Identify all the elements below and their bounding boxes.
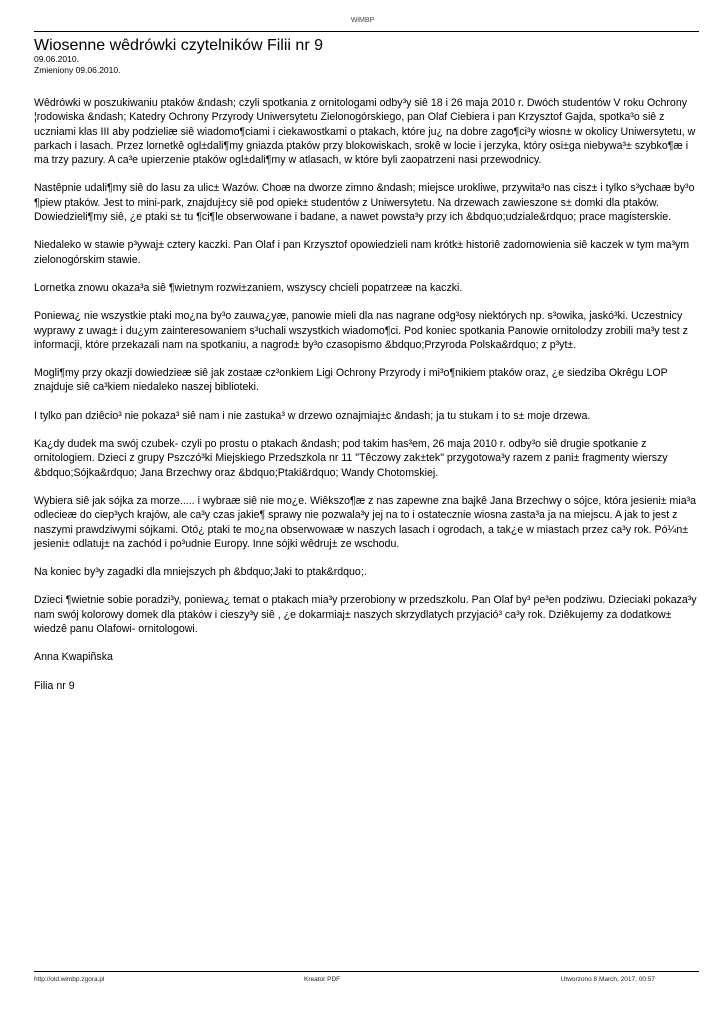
branch-signature: Filia nr 9 [34, 679, 75, 692]
source-url-link[interactable]: http://old.wimbp.zgora.pl [34, 976, 105, 983]
paragraph: Niedaleko w stawie p³ywaj± cztery kaczki. Pan Olaf i pan Krzysztof opowiedzieli nam krótk± historiê zadomowienia siê kaczek w tym ma³ym zielonogórskim stawie. [34, 239, 690, 266]
article-body [34, 96, 699, 693]
paragraph: Lornetka znowu okaza³a siê ¶wietnym rozwi±zaniem, wszyscy chcieli popatrzeæ na kaczki. [34, 281, 463, 294]
paragraph: Ka¿dy dudek ma swój czubek- czyli po prostu o ptakach &ndash; pod takim has³em, 26 maja 2010 r. odby³o siê drugie spotkanie z ornitologiem. Dzieci z grupy Pszczó³ki Miejskiego Przedszkola nr 11 "Têczowy zak±tek" przygotowa³y razem z pani± fragmenty wierszy &bdquo;Sójka&rdquo; Jana Brzechwy oraz &bdquo;Ptaki&rdquo; Wandy Chotomskiej. [34, 438, 668, 479]
header-divider [34, 31, 699, 32]
paragraph: Wybiera siê jak sójka za morze..... i wybraæ siê nie mo¿e. Wiêkszo¶æ z nas zapewne zna bajkê Jana Brzechwy o sójce, która jesieni± mia³a odlecieæ do ciep³ych krajów, ale ca³y czas jakie¶ sprawy nie pozwala³y jej na to i ostatecznie wiosna zasta³a ja na miejscu. A jak to jest z naszymi prawdziwymi sójkami. Otó¿ ptaki te mo¿na obserwowaæ w naszych lasach i ogrodach, a tak¿e w miastach przez ca³y rok. Pó¼n± jesieni± odlatuj± na zachód i po³udnie Europy. Inne sójki wêdruj± ze wschodu. [34, 494, 697, 550]
paragraph: I tylko pan dziêcio³ nie pokaza³ siê nam i nie zastuka³ w drzewo oznajmiaj±c &ndash; ja tu stukam i to s± moje drzewa. [34, 409, 591, 422]
created-timestamp: Utworzono 8 March, 2017, 00:57 [560, 976, 655, 983]
paragraph: Mogli¶my przy okazji dowiedzieæ siê jak zostaæ cz³onkiem Ligi Ochrony Przyrody i mi³o¶nikiem ptaków oraz, ¿e siedziba Okrêgu LOP znajduje siê ca³kiem niedaleko naszej biblioteki. [34, 367, 668, 394]
site-label: WiMBP [350, 17, 375, 24]
page-title: Wiosenne wêdrówki czytelników Filii nr 9 [34, 37, 323, 54]
article [34, 37, 699, 707]
publish-date: 09.06.2010. [34, 54, 79, 64]
author-name: Anna Kwapiñska [34, 651, 113, 664]
paragraph: Na koniec by³y zagadki dla mniejszych ph &bdquo;Jaki to ptak&rdquo;. [34, 566, 367, 579]
generator-label: Kreator PDF [304, 976, 341, 983]
modified-date: Zmieniony 09.06.2010. [34, 65, 121, 75]
paragraph: Poniewa¿ nie wszystkie ptaki mo¿na by³o zauwa¿yæ, panowie mieli dla nas nagrane odg³osy niektórych np. s³owika, jaskó³ki. Uczestnicy wyprawy z uwag± i du¿ym zainteresowaniem s³uchali wszystkich wiadomo¶ci. Pod koniec spotkania Panowie ornitolodzy zrobili ma³y test z informacji, które przekazali nam na spotkaniu, a nagrod± by³o czasopismo &bdquo;Przyroda Polska&rdquo; z p³yt±. [34, 310, 688, 351]
footer-divider [34, 971, 699, 972]
paragraph: Wêdrówki w poszukiwaniu ptaków &ndash; czyli spotkania z ornitologami odby³y siê 18 i 26 maja 2010 r. Dwóch studentów V roku Ochrony ¦rodowiska &ndash; Katedry Ochrony Przyrody Uniwersytetu Zielonogórskiego, pan Olaf Ciebiera i pan Krzysztof Gajda, spotka³o siê z uczniami klas III aby podzieliæ siê wiadomo¶ciami i ciekawostkami o ptakach, które ju¿ na dobre zago¶ci³y wiosn± w okolicy Uniwersytetu, w parkach i lasach. Przez lornetkê ogl±dali¶my gniazda ptaków przy blokowiskach, srokê w locie i jerzyka, który osi±ga niebywa³± szybko¶æ i ma trzy pazury. A ca³e upierzenie ptaków ogl±dali¶my w atlasach, w które byli zaopatrzeni nasi przewodnicy. [34, 97, 696, 167]
paragraph: Dzieci ¶wietnie sobie poradzi³y, poniewa¿ temat o ptakach mia³y przerobiony w przedszkolu. Pan Olaf by³ pe³en podziwu. Dzieciaki pokaza³y nam swój kolorowy domek dla ptaków i cieszy³y siê , ¿e dokarmiaj± naszych skrzydlatych przyjació³ ca³y rok. Dziêkujemy za dodatkow± wiedzê panu Olafowi- ornitologowi. [34, 594, 697, 636]
paragraph: Nastêpnie udali¶my siê do lasu za ulic± Wazów. Choæ na dworze zimno &ndash; miejsce urokliwe, przywita³o nas cisz± i tylko s³ychaæ by³o ¶piew ptaków. Jest to mini-park, znajduj±cy siê pod opiek± studentów z Uniwersytetu. Na drzewach zawieszone s± domki dla ptaków. Dowiedzieli¶my siê, ¿e ptaki s± tu ¶ci¶le obserwowane i badane, a nawet powsta³y przy ich &bdquo;udziale&rdquo; prace magisterskie. [34, 182, 695, 224]
